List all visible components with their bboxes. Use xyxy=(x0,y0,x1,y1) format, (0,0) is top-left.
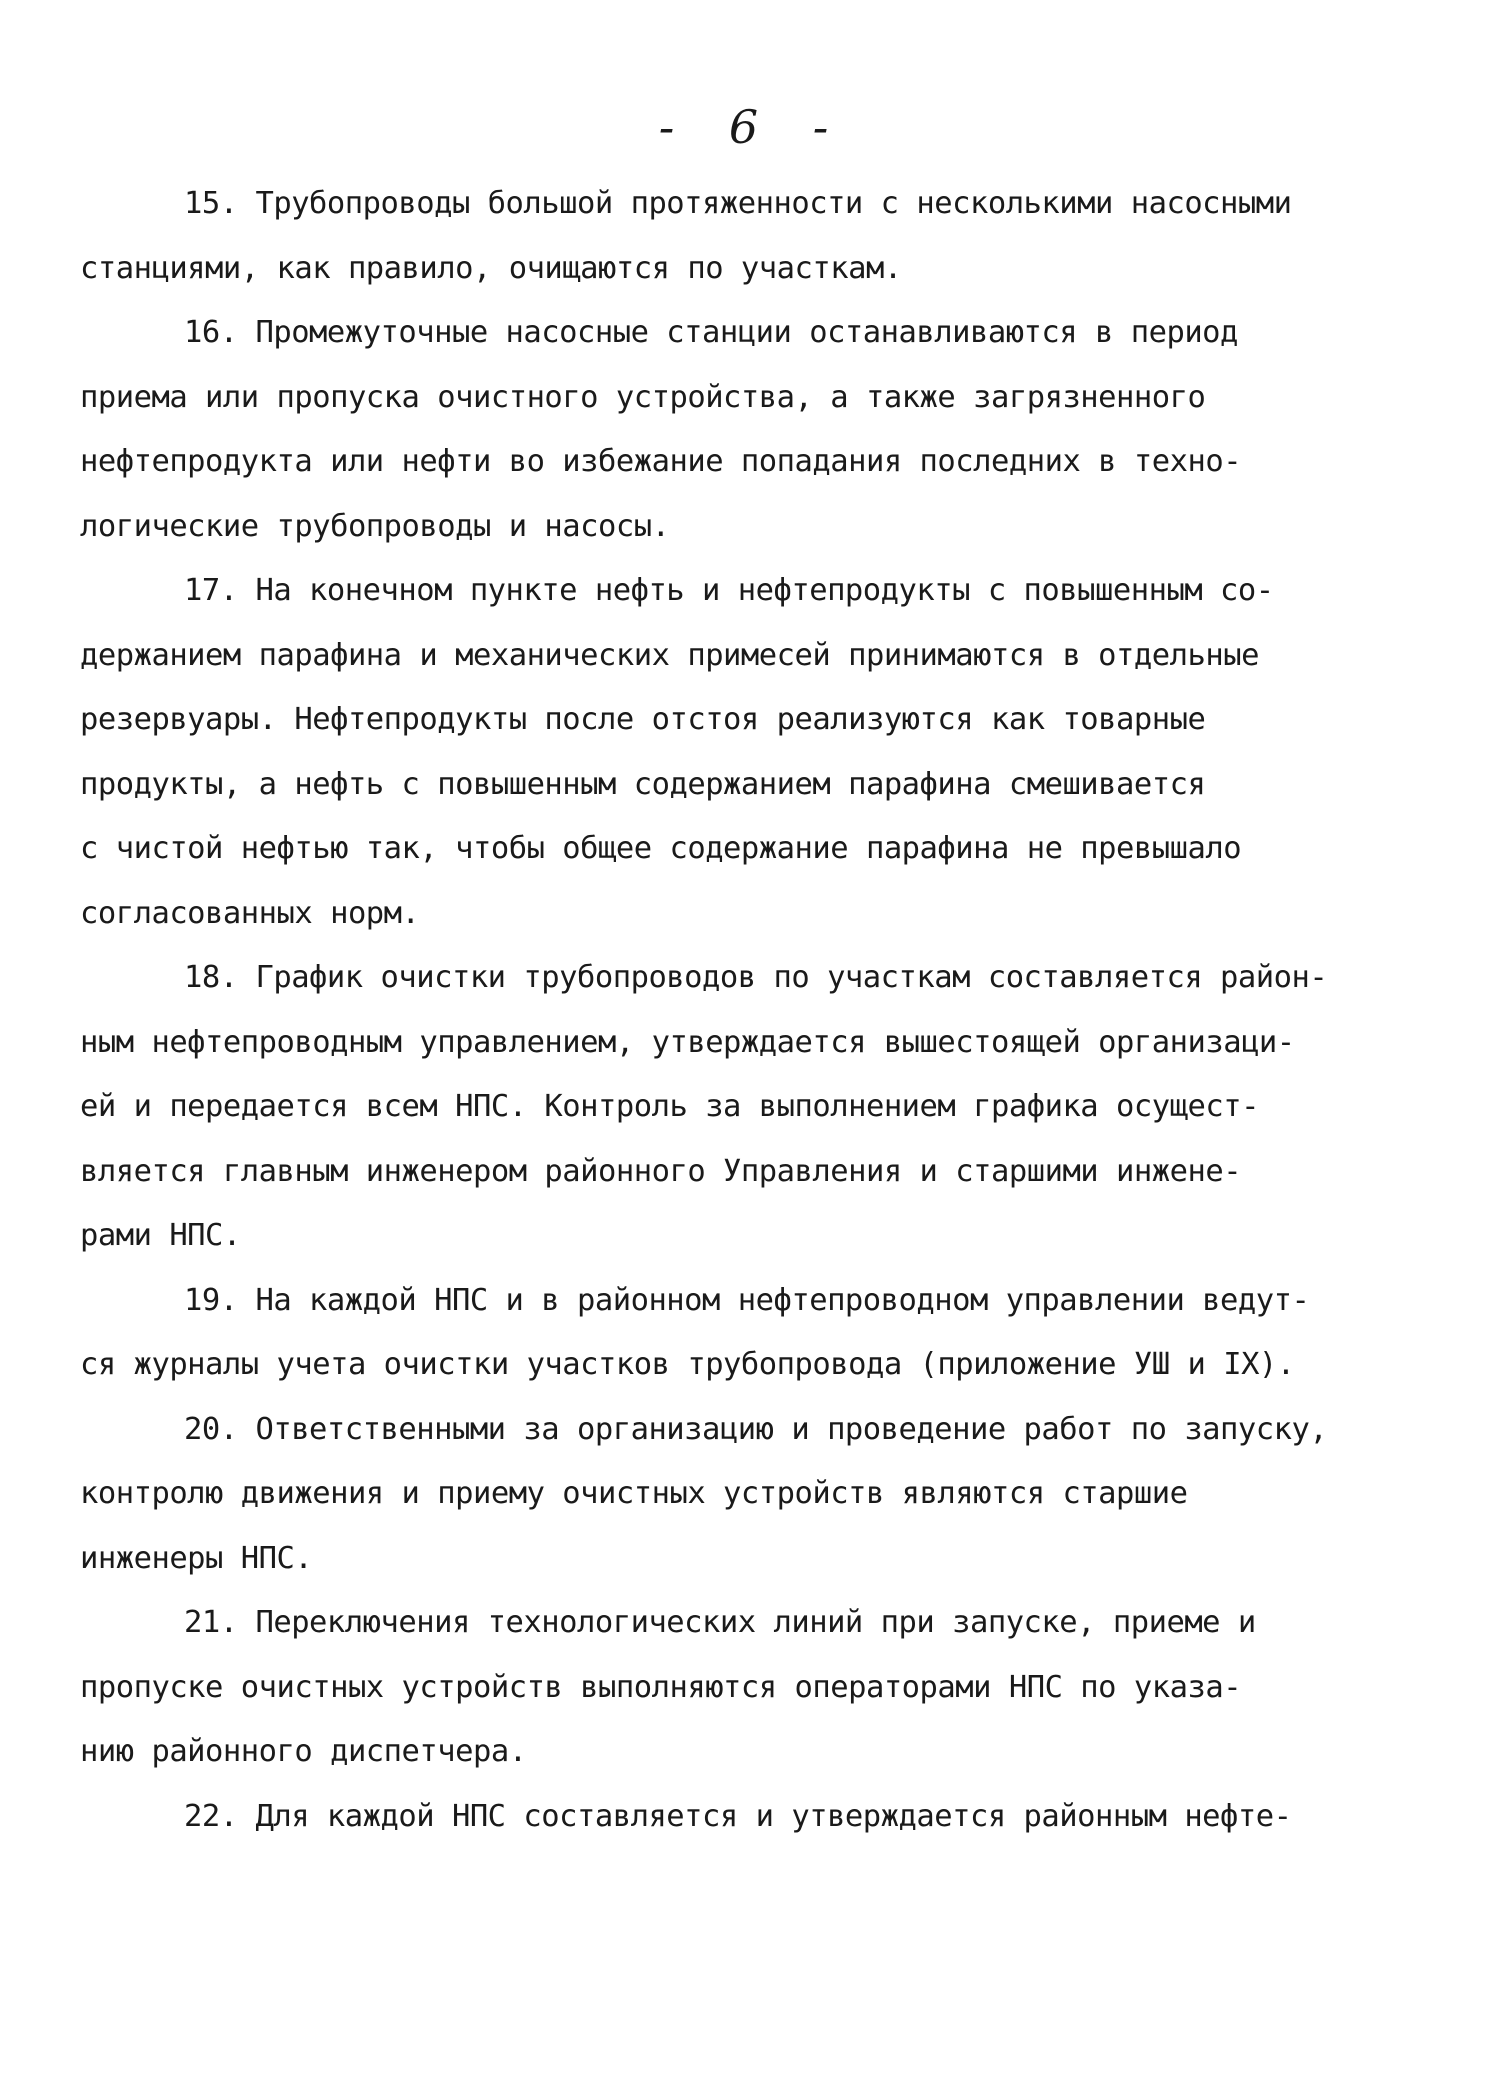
paragraph-number: 19. xyxy=(184,1282,238,1318)
paragraph-line: Ответственными за организацию и проведение работ по запуску, xyxy=(255,1411,1328,1447)
paragraph-number: 20. xyxy=(184,1411,238,1447)
paragraph-line: Для каждой НПС составляется и утверждается районным нефте- xyxy=(255,1798,1292,1834)
paragraph-18 xyxy=(80,946,1430,1269)
paragraph-line: держанием парафина и механических примесей принимаются в отдельные xyxy=(80,637,1259,673)
paragraph-line: На каждой НПС и в районном нефтепроводном управлении ведут- xyxy=(255,1282,1310,1318)
paragraph-21 xyxy=(80,1591,1430,1785)
paragraph-line: рами НПС. xyxy=(80,1218,241,1253)
paragraph-line: ся журналы учета очистки участков трубопровода (приложение УШ и IX). xyxy=(80,1347,1295,1382)
paragraph-line: пропуске очистных устройств выполняются операторами НПС по указа- xyxy=(80,1669,1242,1705)
paragraph-line: логические трубопроводы и насосы. xyxy=(80,508,670,544)
paragraph-19 xyxy=(80,1269,1430,1398)
paragraph-line: Трубопроводы большой протяженности с несколькими насосными xyxy=(255,186,1292,221)
paragraph-number: 21. xyxy=(184,1605,238,1640)
paragraph-number: 17. xyxy=(184,573,238,608)
paragraph-22 xyxy=(80,1785,1430,1850)
page-number: - 6 - xyxy=(658,100,849,154)
paragraph-line: контролю движения и приему очистных устройств являются старшие xyxy=(80,1476,1188,1511)
paragraph-line: станциями, как правило, очищаются по участкам. xyxy=(80,250,902,286)
paragraph-line: Переключения технологических линий при запуске, приеме и xyxy=(255,1605,1256,1640)
paragraph-line: с чистой нефтью так, чтобы общее содержание парафина не превышало xyxy=(80,831,1242,866)
paragraph-line: согласованных норм. xyxy=(80,895,420,931)
paragraph-16 xyxy=(80,301,1430,559)
paragraph-line: На конечном пункте нефть и нефтепродукты с повышенным со- xyxy=(255,573,1274,608)
paragraph-line: ей и передается всем НПС. Контроль за выполнением графика осущест- xyxy=(80,1089,1259,1124)
paragraph-line: резервуары. Нефтепродукты после отстоя реализуются как товарные xyxy=(80,702,1206,737)
paragraph-line: нефтепродукта или нефти во избежание попадания последних в техно- xyxy=(80,444,1242,479)
paragraph-number: 15. xyxy=(184,186,238,221)
paragraph-line: продукты, а нефть с повышенным содержанием парафина смешивается xyxy=(80,766,1206,802)
paragraph-line: вляется главным инженером районного Управления и старшими инжене- xyxy=(80,1153,1242,1189)
paragraph-number: 18. xyxy=(184,960,238,995)
document-body xyxy=(80,172,1430,1849)
paragraph-line: ным нефтепроводным управлением, утверждается вышестоящей организаци- xyxy=(80,1024,1295,1060)
paragraph-20 xyxy=(80,1398,1430,1592)
paragraph-number: 16. xyxy=(184,315,238,350)
paragraph-line: Промежуточные насосные станции останавливаются в период xyxy=(255,315,1238,350)
paragraph-line: инженеры НПС. xyxy=(80,1540,313,1576)
paragraph-17 xyxy=(80,559,1430,946)
paragraph-number: 22. xyxy=(184,1798,238,1834)
paragraph-line: нию районного диспетчера. xyxy=(80,1734,527,1769)
paragraph-line: График очистки трубопроводов по участкам составляется район- xyxy=(255,960,1328,995)
paragraph-15 xyxy=(80,172,1430,301)
paragraph-line: приема или пропуска очистного устройства, а также загрязненного xyxy=(80,379,1206,415)
